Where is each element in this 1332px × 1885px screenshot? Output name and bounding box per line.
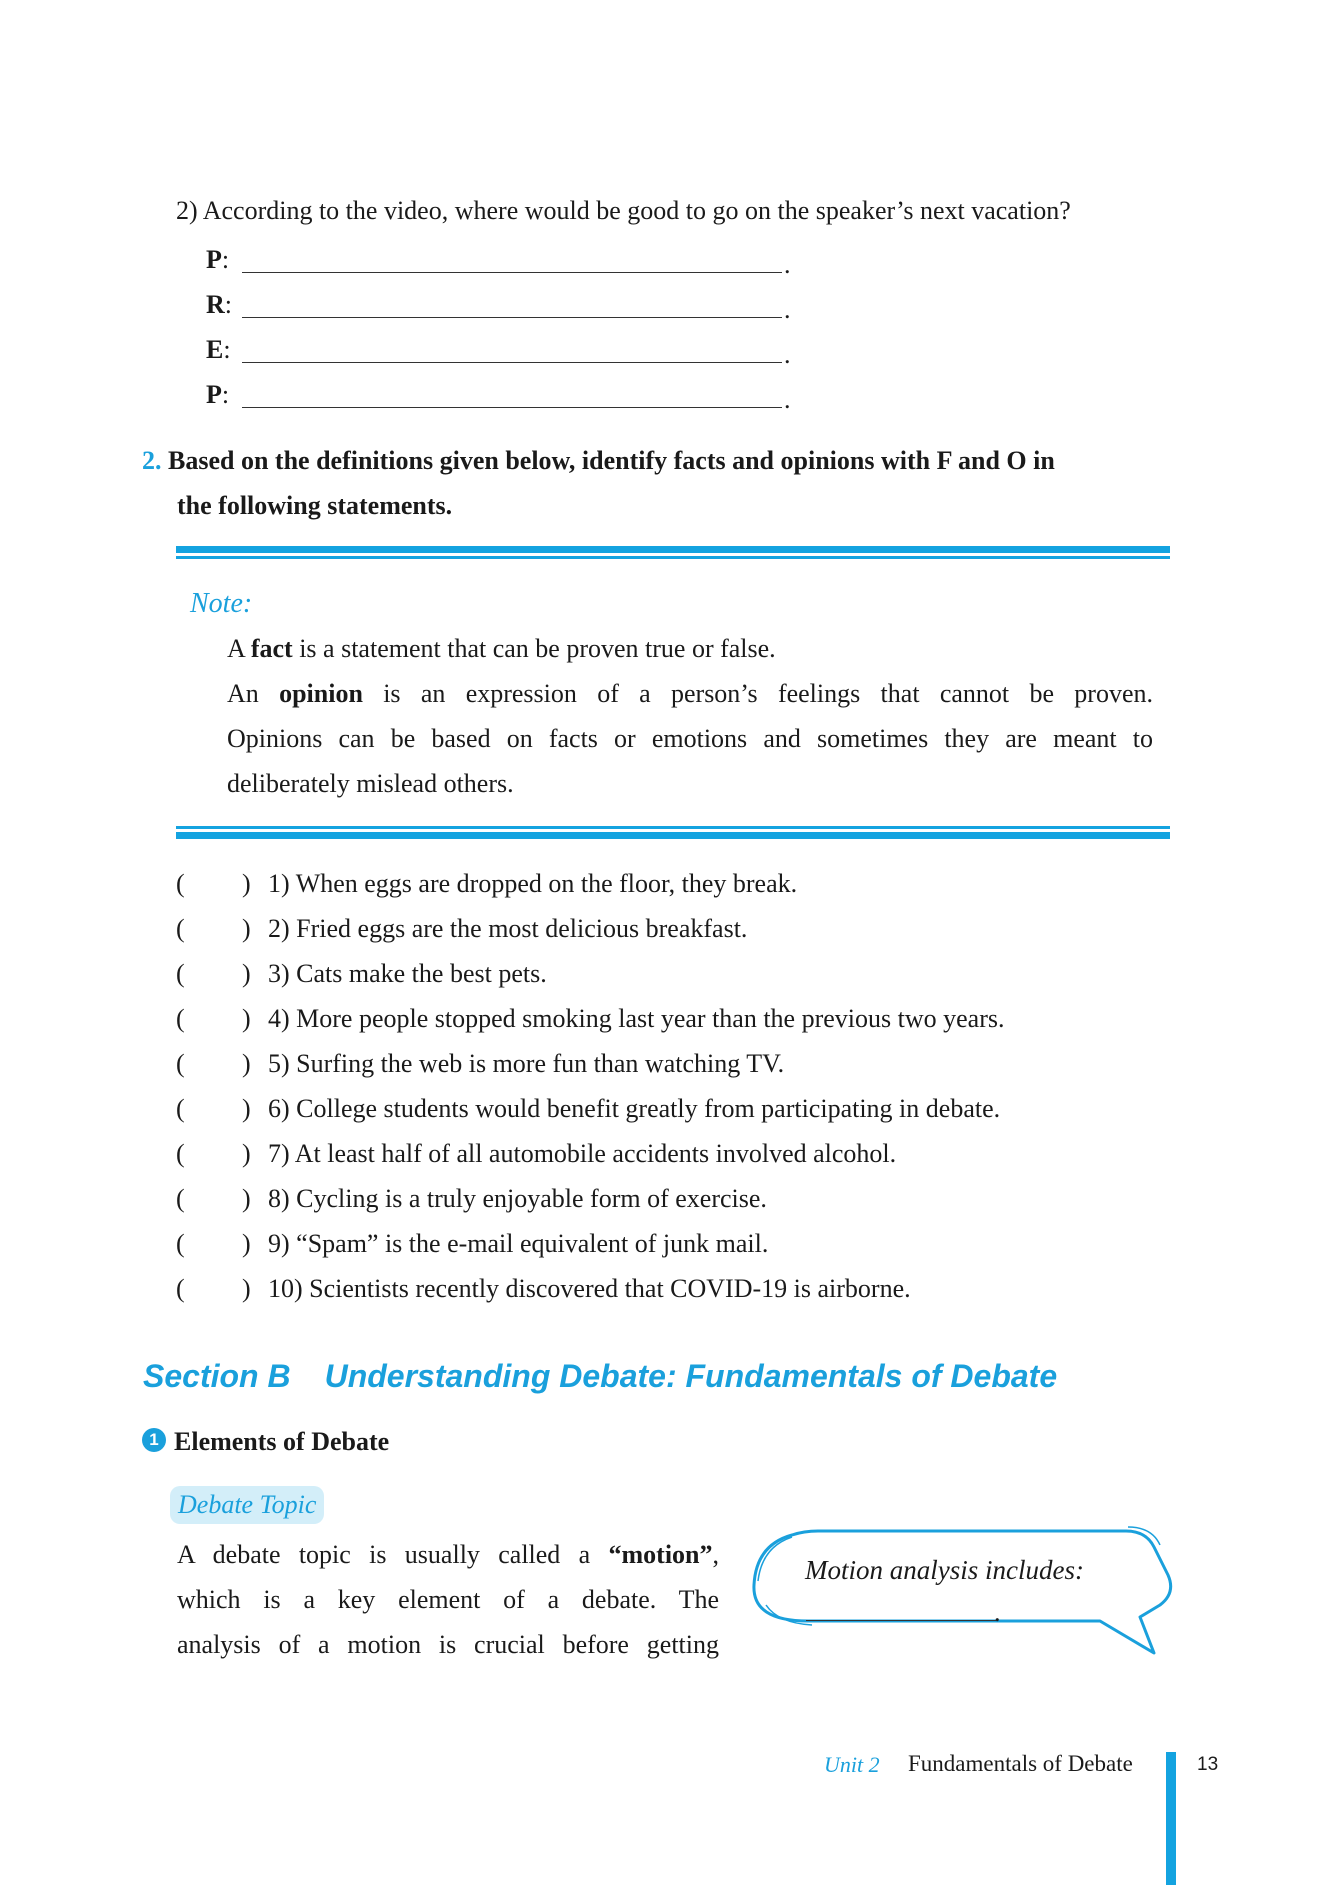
end-dot: . xyxy=(784,295,791,324)
note-opinion-definition: An opinion is an expression of a person’s feelings that cannot be proven. xyxy=(227,679,1153,708)
paragraph-line-3: analysis of a motion is crucial before getting xyxy=(177,1630,719,1659)
opinion-term: opinion xyxy=(279,679,363,708)
section-heading xyxy=(143,1358,1057,1395)
statement-text: 3) Cats make the best pets. xyxy=(268,959,547,988)
fact-term: fact xyxy=(250,634,293,663)
subsection-title: Elements of Debate xyxy=(174,1427,390,1456)
answer-blank-close: ) xyxy=(242,959,251,988)
answer-blank-open[interactable]: ( xyxy=(176,1139,185,1168)
prep-colon: : xyxy=(221,380,230,409)
answer-blank-open[interactable]: ( xyxy=(176,1004,185,1033)
statement-text: 5) Surfing the web is more fun than watching TV. xyxy=(268,1049,785,1078)
answer-blank-close: ) xyxy=(242,1139,251,1168)
motion-term: “motion” xyxy=(608,1540,713,1569)
answer-line-r[interactable] xyxy=(242,317,782,318)
statement-text: 1) When eggs are dropped on the floor, they break. xyxy=(268,869,798,898)
prep-row-p2 xyxy=(206,380,229,410)
page-number: 13 xyxy=(1197,1754,1219,1775)
end-dot: . xyxy=(784,340,791,369)
prep-letter: P xyxy=(206,245,222,274)
answer-blank-close: ) xyxy=(242,1184,251,1213)
exercise-heading xyxy=(142,448,1055,474)
statement-text: 6) College students would benefit greatly from participating in debate. xyxy=(268,1094,1001,1123)
answer-blank-close: ) xyxy=(242,914,251,943)
speech-bubble xyxy=(748,1525,1174,1655)
answer-line-p1[interactable] xyxy=(242,272,782,273)
prep-letter: R xyxy=(206,290,225,319)
answer-blank-close: ) xyxy=(242,1094,251,1123)
prep-row-p1 xyxy=(206,245,229,275)
answer-blank-close: ) xyxy=(242,1004,251,1033)
prep-row-r xyxy=(206,290,232,320)
bubble-text: Motion analysis includes: xyxy=(805,1555,1084,1585)
prep-letter: E xyxy=(206,335,224,364)
answer-line-p2[interactable] xyxy=(242,407,782,408)
note-fact-definition: A fact is a statement that can be proven true or false. xyxy=(227,634,776,663)
bubble-end-dot: . xyxy=(994,1598,1001,1627)
answer-blank-close: ) xyxy=(242,1049,251,1078)
answer-blank-open[interactable]: ( xyxy=(176,1184,185,1213)
prep-colon: : xyxy=(221,245,230,274)
bubble-answer-line[interactable] xyxy=(806,1620,996,1621)
section-title: Understanding Debate: Fundamentals of Debate xyxy=(324,1358,1058,1394)
prep-colon: : xyxy=(223,335,231,364)
answer-blank-open[interactable]: ( xyxy=(176,959,185,988)
prep-letter: P xyxy=(206,380,222,409)
exercise-instruction-line1: Based on the definitions given below, identify facts and opinions with F and O in xyxy=(168,446,1055,475)
footer-accent-bar xyxy=(1166,1752,1176,1885)
answer-blank-open[interactable]: ( xyxy=(176,1274,185,1303)
end-dot: . xyxy=(784,385,791,414)
statement-text: 7) At least half of all automobile accidents involved alcohol. xyxy=(268,1139,897,1168)
statement-text: 9) “Spam” is the e-mail equivalent of junk mail. xyxy=(268,1229,769,1258)
answer-blank-open[interactable]: ( xyxy=(176,1094,185,1123)
statement-text: 8) Cycling is a truly enjoyable form of exercise. xyxy=(268,1184,767,1213)
statement-text: 2) Fried eggs are the most delicious breakfast. xyxy=(268,914,748,943)
section-label: Section B xyxy=(143,1358,291,1394)
exercise-number: 2. xyxy=(142,446,162,475)
answer-blank-open[interactable]: ( xyxy=(176,1229,185,1258)
statement-text: 10) Scientists recently discovered that COVID-19 is airborne. xyxy=(268,1274,911,1303)
answer-blank-open[interactable]: ( xyxy=(176,869,185,898)
paragraph-line-1: A debate topic is usually called a “motion”, xyxy=(177,1540,719,1569)
exercise-instruction-line2: the following statements. xyxy=(177,491,453,520)
footer-unit: Unit 2 xyxy=(824,1752,880,1777)
note-top-rule xyxy=(176,546,1170,559)
paragraph-line-2: which is a key element of a debate. The xyxy=(177,1585,719,1614)
note-line-3: Opinions can be based on facts or emotions and sometimes they are meant to xyxy=(227,724,1153,753)
note-line-4: deliberately mislead others. xyxy=(227,769,514,798)
debate-topic-tag: Debate Topic xyxy=(170,1486,324,1524)
prep-colon: : xyxy=(224,290,233,319)
end-dot: . xyxy=(784,250,791,279)
answer-blank-close: ) xyxy=(242,1229,251,1258)
note-label: Note: xyxy=(190,588,253,619)
question-text: 2) According to the video, where would be good to go on the speaker’s next vacation? xyxy=(176,196,1071,225)
answer-line-e[interactable] xyxy=(242,362,782,363)
number-badge: 1 xyxy=(142,1428,166,1452)
answer-blank-close: ) xyxy=(242,1274,251,1303)
answer-blank-close: ) xyxy=(242,869,251,898)
note-bottom-rule xyxy=(176,826,1170,839)
prep-row-e xyxy=(206,335,231,365)
footer-title: Fundamentals of Debate xyxy=(908,1751,1133,1776)
answer-blank-open[interactable]: ( xyxy=(176,1049,185,1078)
statement-text: 4) More people stopped smoking last year than the previous two years. xyxy=(268,1004,1005,1033)
answer-blank-open[interactable]: ( xyxy=(176,914,185,943)
